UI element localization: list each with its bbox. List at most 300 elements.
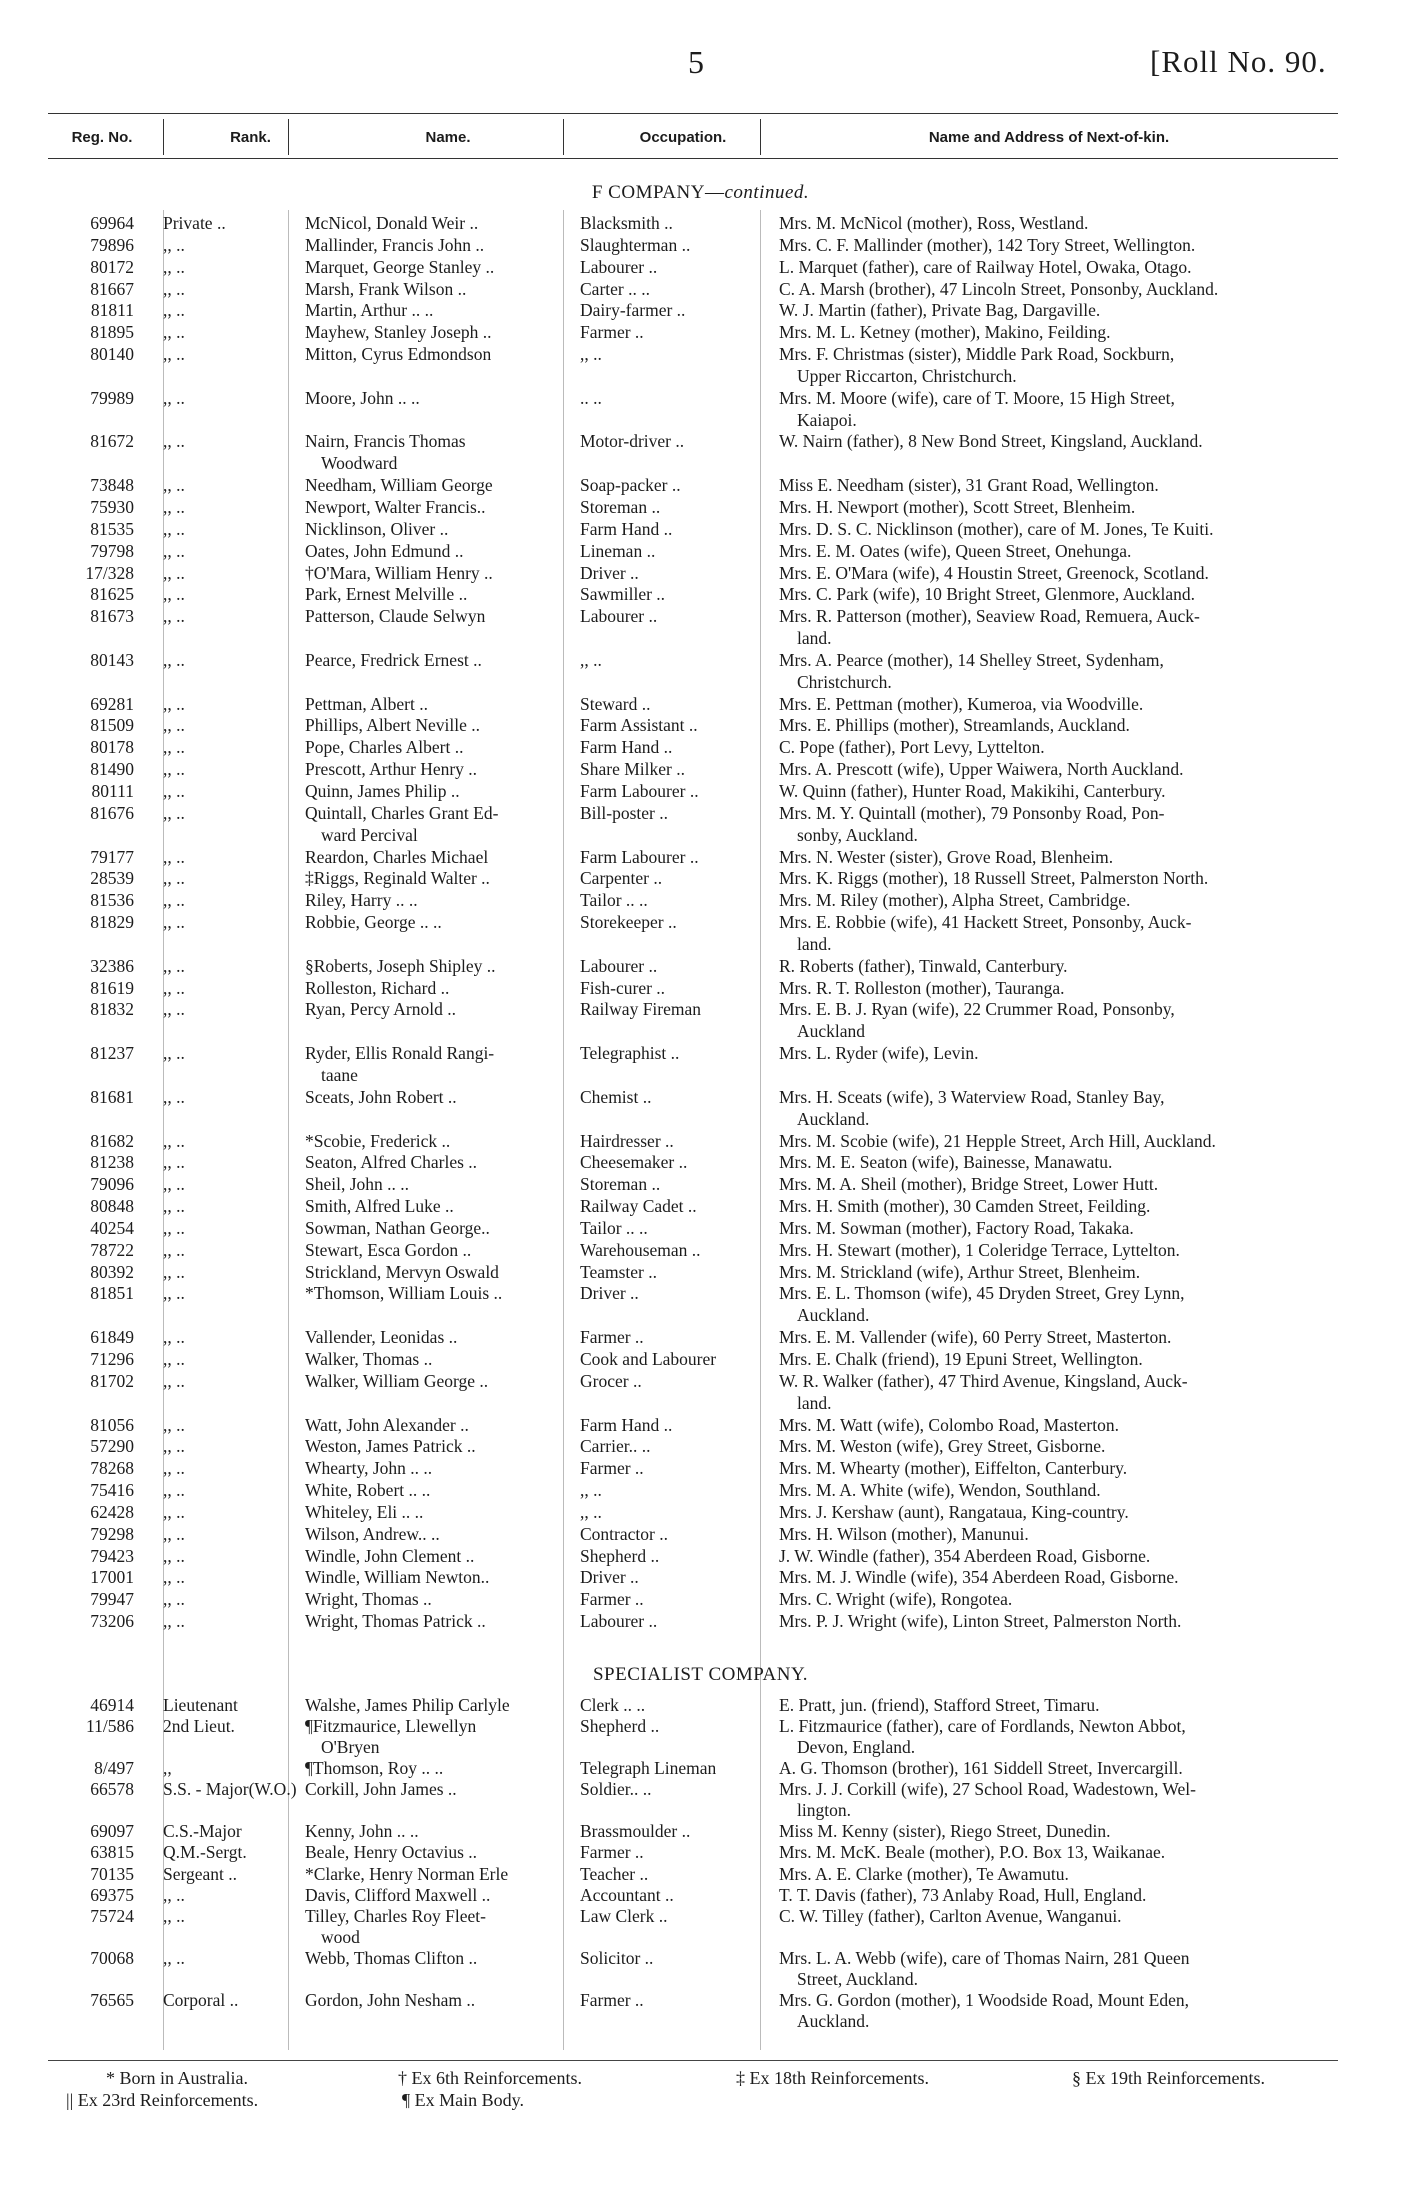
occupation-cell-text: Farm Hand .. xyxy=(580,518,673,539)
next-of-kin-cell-continuation: Upper Riccarton, Christchurch. xyxy=(797,365,1017,386)
name-cell-text: Robbie, George .. .. xyxy=(305,912,442,933)
name-cell-text: Weston, James Patrick .. xyxy=(305,1436,476,1457)
rank-cell-text: ,, .. xyxy=(163,693,185,714)
reg-no-cell xyxy=(48,279,134,301)
reg-no-cell xyxy=(48,781,134,803)
next-of-kin-cell-text: Mrs. P. J. Wright (wife), Linton Street, Palmerston North. xyxy=(779,1611,1182,1632)
name-cell-text: Nicklinson, Oliver .. xyxy=(305,518,449,539)
name-cell-text: Windle, William Newton.. xyxy=(305,1567,490,1588)
name-cell-text: *Clarke, Henry Norman Erle xyxy=(305,1863,509,1884)
next-of-kin-cell-text: Mrs. E. B. J. Ryan (wife), 22 Crummer Road, Ponsonby, xyxy=(779,999,1175,1020)
reg-no-cell-text: 81832 xyxy=(90,999,134,1020)
rank-cell-text: ,, .. xyxy=(163,562,185,583)
rank-cell-text: ,, .. xyxy=(163,1370,185,1391)
name-cell xyxy=(305,1885,605,1906)
reg-no-cell xyxy=(48,1864,134,1885)
occupation-cell xyxy=(580,1906,810,1927)
reg-no-cell xyxy=(48,1695,134,1716)
next-of-kin-cell-text: Mrs. C. Wright (wife), Rongotea. xyxy=(779,1589,1013,1610)
reg-no-cell xyxy=(48,497,134,519)
occupation-cell xyxy=(580,1779,810,1800)
reg-no-cell xyxy=(48,1779,134,1800)
next-of-kin-cell-continuation: Auckland. xyxy=(797,1305,870,1326)
next-of-kin-cell xyxy=(779,344,1401,388)
name-cell xyxy=(305,584,605,606)
name-cell-text: Wilson, Andrew.. .. xyxy=(305,1523,440,1544)
name-cell xyxy=(305,803,605,847)
reg-no-cell xyxy=(48,563,134,585)
name-cell xyxy=(305,715,605,737)
f-company-title xyxy=(0,182,1401,204)
occupation-cell xyxy=(580,737,810,759)
occupation-cell xyxy=(580,475,810,497)
name-cell-continuation: O'Bryen xyxy=(321,1737,380,1758)
reg-no-cell xyxy=(48,1196,134,1218)
occupation-cell-text: Soap-packer .. xyxy=(580,475,681,496)
reg-no-cell xyxy=(48,519,134,541)
occupation-cell-text: Telegraph Lineman xyxy=(580,1758,717,1779)
name-cell-text: Needham, William George xyxy=(305,475,493,496)
reg-no-cell-text: 11/586 xyxy=(86,1716,134,1737)
next-of-kin-cell xyxy=(779,541,1401,563)
name-cell-continuation: wood xyxy=(321,1926,360,1947)
footnote-ex-6th: † Ex 6th Reinforcements. xyxy=(398,2068,582,2088)
next-of-kin-cell-continuation: Auckland. xyxy=(797,1108,870,1129)
name-cell-text: Smith, Alfred Luke .. xyxy=(305,1196,454,1217)
next-of-kin-cell xyxy=(779,563,1401,585)
next-of-kin-cell-text: Mrs. M. Strickland (wife), Arthur Street, Blenheim. xyxy=(779,1261,1141,1282)
rank-cell-text: ,, .. xyxy=(163,759,185,780)
reg-no-cell-text: 75724 xyxy=(90,1905,134,1926)
next-of-kin-cell-text: Mrs. R. Patterson (mother), Seaview Road, Remuera, Auck- xyxy=(779,606,1200,627)
name-cell-text: Walker, William George .. xyxy=(305,1370,489,1391)
reg-no-cell xyxy=(48,541,134,563)
next-of-kin-cell-text: Mrs. M. Watt (wife), Colombo Road, Masterton. xyxy=(779,1414,1119,1435)
occupation-cell xyxy=(580,847,810,869)
occupation-cell xyxy=(580,1524,810,1546)
name-cell xyxy=(305,781,605,803)
name-cell xyxy=(305,1567,605,1589)
reg-no-cell-text: 78722 xyxy=(90,1239,134,1260)
reg-no-cell-text: 81673 xyxy=(90,606,134,627)
name-cell-text: Vallender, Leonidas .. xyxy=(305,1327,458,1348)
reg-no-cell-text: 81056 xyxy=(90,1414,134,1435)
footnote-ex-18th: ‡ Ex 18th Reinforcements. xyxy=(736,2068,929,2088)
occupation-cell-text: Chemist .. xyxy=(580,1086,652,1107)
rank-cell-text: ,, .. xyxy=(163,955,185,976)
name-cell-text: Beale, Henry Octavius .. xyxy=(305,1842,478,1863)
name-cell-text: Strickland, Mervyn Oswald xyxy=(305,1261,499,1282)
occupation-cell xyxy=(580,1758,810,1779)
name-cell xyxy=(305,1436,605,1458)
name-cell-text: Gordon, John Nesham .. xyxy=(305,1989,476,2010)
rank-cell-text: ,, xyxy=(163,1758,172,1779)
next-of-kin-cell-text: C. Pope (father), Port Levy, Lyttelton. xyxy=(779,737,1045,758)
next-of-kin-cell-text: W. Quinn (father), Hunter Road, Makikihi, Canterbury. xyxy=(779,781,1166,801)
reg-no-cell-text: 81509 xyxy=(90,715,134,736)
rank-cell-text: ,, .. xyxy=(163,1349,185,1369)
name-cell-text: Marsh, Frank Wilson .. xyxy=(305,278,467,299)
occupation-cell-text: Warehouseman .. xyxy=(580,1239,701,1260)
name-cell xyxy=(305,497,605,519)
reg-no-cell xyxy=(48,1589,134,1611)
footnote-born-australia: * Born in Australia. xyxy=(106,2068,248,2088)
next-of-kin-cell-text: Mrs. C. F. Mallinder (mother), 142 Tory Street, Wellington. xyxy=(779,234,1196,255)
occupation-cell-text: Carrier.. .. xyxy=(580,1436,651,1457)
occupation-cell-text: ,, .. xyxy=(580,1501,602,1522)
occupation-cell-text: Farm Labourer .. xyxy=(580,846,699,867)
name-cell-text: Pope, Charles Albert .. xyxy=(305,737,464,758)
next-of-kin-cell-text: Mrs. H. Sceats (wife), 3 Waterview Road, Stanley Bay, xyxy=(779,1086,1165,1107)
reg-no-cell-text: 80172 xyxy=(90,256,134,277)
rank-cell-text: Corporal .. xyxy=(163,1989,239,2010)
next-of-kin-cell xyxy=(779,213,1401,235)
next-of-kin-cell xyxy=(779,1436,1401,1458)
next-of-kin-cell xyxy=(779,475,1401,497)
name-cell xyxy=(305,1502,605,1524)
rank-cell-text: ,, .. xyxy=(163,846,185,867)
next-of-kin-cell-text: C. A. Marsh (brother), 47 Lincoln Street, Ponsonby, Auckland. xyxy=(779,278,1219,299)
next-of-kin-cell xyxy=(779,912,1401,956)
rank-cell-text: Private .. xyxy=(163,213,226,233)
rank-cell-text: ,, .. xyxy=(163,715,185,736)
occupation-cell-text: Driver .. xyxy=(580,1283,639,1304)
occupation-cell-text: Bill-poster .. xyxy=(580,802,668,823)
next-of-kin-cell-text: Mrs. G. Gordon (mother), 1 Woodside Road, Mount Eden, xyxy=(779,1989,1189,2010)
occupation-cell-text: Telegraphist .. xyxy=(580,1043,680,1064)
occupation-cell-text: Farm Hand .. xyxy=(580,737,673,758)
next-of-kin-cell-continuation: Street, Auckland. xyxy=(797,1968,919,1989)
name-cell xyxy=(305,519,605,541)
reg-no-cell xyxy=(48,999,134,1021)
next-of-kin-cell-text: Mrs. A. Prescott (wife), Upper Waiwera, North Auckland. xyxy=(779,759,1184,780)
next-of-kin-cell-text: Mrs. N. Wester (sister), Grove Road, Blenheim. xyxy=(779,846,1114,867)
occupation-cell-text: Farm Assistant .. xyxy=(580,715,698,736)
occupation-cell xyxy=(580,584,810,606)
occupation-cell-text: Motor-driver .. xyxy=(580,431,685,452)
name-cell-text: Whiteley, Eli .. .. xyxy=(305,1501,424,1522)
next-of-kin-cell xyxy=(779,606,1401,650)
name-cell xyxy=(305,257,605,279)
occupation-cell xyxy=(580,1327,810,1349)
name-cell xyxy=(305,759,605,781)
occupation-cell-text: Carter .. .. xyxy=(580,278,650,299)
name-cell xyxy=(305,694,605,716)
name-cell xyxy=(305,1524,605,1546)
reg-no-cell-text: 79177 xyxy=(90,846,134,867)
name-cell xyxy=(305,1480,605,1502)
occupation-cell xyxy=(580,1864,810,1885)
occupation-cell-text: Shepherd .. xyxy=(580,1545,660,1566)
next-of-kin-cell xyxy=(779,1906,1401,1927)
name-cell xyxy=(305,847,605,869)
name-cell-text: Webb, Thomas Clifton .. xyxy=(305,1947,478,1968)
name-cell xyxy=(305,1546,605,1568)
next-of-kin-cell xyxy=(779,1611,1401,1633)
reg-no-cell-text: 79896 xyxy=(90,234,134,255)
next-of-kin-cell-text: Mrs. E. O'Mara (wife), 4 Houstin Street, Greenock, Scotland. xyxy=(779,562,1209,583)
next-of-kin-cell xyxy=(779,1524,1401,1546)
rank-cell-text: C.S.-Major xyxy=(163,1821,242,1842)
name-cell xyxy=(305,1174,605,1196)
occupation-cell xyxy=(580,541,810,563)
name-cell xyxy=(305,978,605,1000)
name-cell xyxy=(305,475,605,497)
name-cell xyxy=(305,279,605,301)
next-of-kin-cell-text: Mrs. E. Robbie (wife), 41 Hackett Street, Ponsonby, Auck- xyxy=(779,912,1192,933)
next-of-kin-cell xyxy=(779,1458,1401,1480)
name-cell xyxy=(305,1716,605,1758)
next-of-kin-cell xyxy=(779,781,1401,803)
rank-cell-text: ,, .. xyxy=(163,497,185,517)
next-of-kin-cell-continuation: land. xyxy=(797,1392,832,1413)
rank-cell-text: ,, .. xyxy=(163,1480,185,1501)
reg-no-cell xyxy=(48,912,134,934)
name-cell xyxy=(305,1349,605,1371)
next-of-kin-cell-text: Mrs. M. A. Sheil (mother), Bridge Street, Lower Hutt. xyxy=(779,1174,1159,1195)
next-of-kin-cell xyxy=(779,1842,1401,1863)
reg-no-cell-text: 73848 xyxy=(90,475,134,496)
rank-cell-text: ,, .. xyxy=(163,322,185,343)
occupation-cell xyxy=(580,890,810,912)
rank-cell-text: ,, .. xyxy=(163,1086,185,1107)
next-of-kin-cell-text: Mrs. E. L. Thomson (wife), 45 Dryden Street, Grey Lynn, xyxy=(779,1283,1185,1304)
reg-no-cell-text: 79298 xyxy=(90,1523,134,1544)
next-of-kin-cell-text: Mrs. R. T. Rolleston (mother), Tauranga. xyxy=(779,977,1065,998)
occupation-cell-text: ,, .. xyxy=(580,344,602,365)
reg-no-cell xyxy=(48,737,134,759)
name-cell xyxy=(305,563,605,585)
name-cell-text: Kenny, John .. .. xyxy=(305,1821,419,1842)
rank-cell-text: ,, .. xyxy=(163,1043,185,1064)
next-of-kin-cell xyxy=(779,1480,1401,1502)
next-of-kin-cell xyxy=(779,257,1401,279)
occupation-cell xyxy=(580,912,810,934)
reg-no-cell-text: 81702 xyxy=(90,1370,134,1391)
name-cell-text: ‡Riggs, Reginald Walter .. xyxy=(305,868,490,889)
occupation-cell-text: Tailor .. .. xyxy=(580,1217,648,1238)
name-cell xyxy=(305,322,605,344)
reg-no-cell xyxy=(48,1087,134,1109)
rank-cell-text: ,, .. xyxy=(163,999,185,1020)
next-of-kin-cell-text: Mrs. M. J. Windle (wife), 354 Aberdeen Road, Gisborne. xyxy=(779,1567,1179,1588)
next-of-kin-cell-text: Mrs. L. Ryder (wife), Levin. xyxy=(779,1043,979,1064)
name-cell-text: ¶Thomson, Roy .. .. xyxy=(305,1758,444,1779)
reg-no-cell xyxy=(48,1524,134,1546)
occupation-cell-text: Clerk .. .. xyxy=(580,1695,646,1715)
rank-cell-text: Sergeant .. xyxy=(163,1863,238,1884)
occupation-cell xyxy=(580,388,810,410)
next-of-kin-cell xyxy=(779,1371,1401,1415)
header-rank: Rank. xyxy=(230,129,271,146)
occupation-cell xyxy=(580,1611,810,1633)
next-of-kin-cell xyxy=(779,978,1401,1000)
occupation-cell-text: Farmer .. xyxy=(580,1327,644,1348)
next-of-kin-cell xyxy=(779,1196,1401,1218)
rank-cell-text: Q.M.-Sergt. xyxy=(163,1842,247,1863)
rank-cell-text: ,, .. xyxy=(163,431,185,452)
reg-no-cell xyxy=(48,1842,134,1863)
next-of-kin-cell xyxy=(779,1240,1401,1262)
rank-cell-text: ,, .. xyxy=(163,344,185,365)
next-of-kin-cell-continuation: Auckland xyxy=(797,1021,866,1042)
next-of-kin-cell-text: W. J. Martin (father), Private Bag, Dargaville. xyxy=(779,300,1101,321)
name-cell xyxy=(305,650,605,672)
f-company-continued: continued. xyxy=(724,182,810,203)
reg-no-cell xyxy=(48,213,134,235)
reg-no-cell xyxy=(48,1567,134,1589)
reg-no-cell-text: 69375 xyxy=(90,1884,134,1905)
next-of-kin-cell-text: Mrs. M. E. Seaton (wife), Bainesse, Manawatu. xyxy=(779,1152,1113,1173)
occupation-cell-text: ,, .. xyxy=(580,649,602,670)
name-cell-text: Riley, Harry .. .. xyxy=(305,890,418,911)
rank-cell-text: ,, .. xyxy=(163,1611,185,1632)
occupation-cell-text: Cook and Labourer xyxy=(580,1349,717,1369)
rank-cell-text: ,, .. xyxy=(163,1545,185,1566)
reg-no-cell-text: 81625 xyxy=(90,584,134,605)
reg-no-cell xyxy=(48,847,134,869)
next-of-kin-cell-text: Mrs. E. Phillips (mother), Streamlands, Auckland. xyxy=(779,715,1130,736)
name-cell-text: Marquet, George Stanley .. xyxy=(305,256,495,277)
next-of-kin-cell xyxy=(779,1415,1401,1437)
column-header-row xyxy=(48,119,1338,155)
next-of-kin-cell-text: Mrs. H. Wilson (mother), Manunui. xyxy=(779,1523,1029,1544)
name-cell-text: Mayhew, Stanley Joseph .. xyxy=(305,322,492,343)
next-of-kin-cell xyxy=(779,1043,1401,1065)
occupation-cell-text: Soldier.. .. xyxy=(580,1779,652,1800)
occupation-cell xyxy=(580,1695,810,1716)
next-of-kin-cell xyxy=(779,300,1401,322)
name-cell-text: Mallinder, Francis John .. xyxy=(305,234,485,255)
occupation-cell-text: Share Milker .. xyxy=(580,759,685,780)
name-cell-text: Park, Ernest Melville .. xyxy=(305,584,468,605)
occupation-cell xyxy=(580,1821,810,1842)
next-of-kin-cell-text: W. Nairn (father), 8 New Bond Street, Kingsland, Auckland. xyxy=(779,431,1203,452)
reg-no-cell-text: 81535 xyxy=(90,518,134,539)
reg-no-cell xyxy=(48,1262,134,1284)
header-next-of-kin: Name and Address of Next-of-kin. xyxy=(928,129,1170,146)
rank-cell-text: ,, .. xyxy=(163,1501,185,1522)
reg-no-cell-text: 17001 xyxy=(90,1567,134,1588)
occupation-cell xyxy=(580,235,810,257)
name-cell xyxy=(305,1695,605,1716)
occupation-cell-text: Farm Labourer .. xyxy=(580,781,699,801)
next-of-kin-cell-continuation: land. xyxy=(797,628,832,649)
occupation-cell xyxy=(580,1087,810,1109)
occupation-cell-text: Grocer .. xyxy=(580,1370,642,1391)
reg-no-cell xyxy=(48,803,134,825)
name-cell xyxy=(305,912,605,934)
reg-no-cell-text: 61849 xyxy=(90,1327,134,1348)
name-cell-text: Windle, John Clement .. xyxy=(305,1545,475,1566)
name-cell-text: Patterson, Claude Selwyn xyxy=(305,606,486,627)
occupation-cell xyxy=(580,1589,810,1611)
next-of-kin-cell xyxy=(779,803,1401,847)
occupation-cell xyxy=(580,322,810,344)
occupation-cell xyxy=(580,803,810,825)
rank-cell-text: ,, .. xyxy=(163,1523,185,1544)
occupation-cell xyxy=(580,1842,810,1863)
next-of-kin-cell-continuation: Kaiapoi. xyxy=(797,409,857,430)
rank-cell-text: 2nd Lieut. xyxy=(163,1716,235,1737)
occupation-cell xyxy=(580,956,810,978)
reg-no-cell-text: 79947 xyxy=(90,1589,134,1610)
reg-no-cell-text: 81829 xyxy=(90,912,134,933)
rank-cell-text: ,, .. xyxy=(163,1589,185,1610)
reg-no-cell-text: 79989 xyxy=(90,387,134,408)
name-cell-text: Sowman, Nathan George.. xyxy=(305,1217,490,1238)
reg-no-cell-text: 69964 xyxy=(90,213,134,233)
occupation-cell xyxy=(580,999,810,1021)
reg-no-cell xyxy=(48,956,134,978)
reg-no-cell-text: 28539 xyxy=(90,868,134,889)
rank-cell-text: ,, .. xyxy=(163,977,185,998)
next-of-kin-cell-text: Miss M. Kenny (sister), Riego Street, Dunedin. xyxy=(779,1821,1111,1842)
occupation-cell-text: Farmer .. xyxy=(580,1458,644,1479)
occupation-cell-text: Farmer .. xyxy=(580,1842,644,1863)
occupation-cell-text: Labourer .. xyxy=(580,606,658,627)
occupation-cell-text: Carpenter .. xyxy=(580,868,663,889)
next-of-kin-cell xyxy=(779,1327,1401,1349)
rank-cell-text: ,, .. xyxy=(163,1327,185,1348)
name-cell xyxy=(305,300,605,322)
next-of-kin-cell xyxy=(779,1262,1401,1284)
next-of-kin-cell-continuation: Auckland. xyxy=(797,2010,870,2031)
occupation-cell xyxy=(580,431,810,453)
reg-no-cell-text: 81681 xyxy=(90,1086,134,1107)
occupation-cell-text: Railway Cadet .. xyxy=(580,1196,697,1217)
reg-no-cell xyxy=(48,694,134,716)
next-of-kin-cell xyxy=(779,1174,1401,1196)
occupation-cell xyxy=(580,1458,810,1480)
occupation-cell xyxy=(580,1885,810,1906)
name-cell xyxy=(305,1589,605,1611)
reg-no-cell-text: 69281 xyxy=(90,693,134,714)
name-cell-text: *Thomson, William Louis .. xyxy=(305,1283,503,1304)
name-cell-text: White, Robert .. .. xyxy=(305,1480,431,1501)
reg-no-cell xyxy=(48,1758,134,1779)
reg-no-cell-text: 81238 xyxy=(90,1152,134,1173)
name-cell-text: Nairn, Francis Thomas xyxy=(305,431,466,452)
name-cell xyxy=(305,1864,605,1885)
next-of-kin-cell-text: Mrs. H. Stewart (mother), 1 Coleridge Terrace, Lyttelton. xyxy=(779,1239,1180,1260)
rank-cell-text: ,, .. xyxy=(163,1261,185,1282)
reg-no-cell xyxy=(48,1885,134,1906)
name-cell xyxy=(305,1458,605,1480)
reg-no-cell xyxy=(48,1152,134,1174)
footnote-ex-23rd: || Ex 23rd Reinforcements. xyxy=(66,2090,259,2110)
next-of-kin-cell-text: R. Roberts (father), Tinwald, Canterbury. xyxy=(779,955,1068,976)
name-cell xyxy=(305,541,605,563)
roll-label: [Roll No. 90. xyxy=(1150,44,1327,79)
name-cell-text: Wright, Thomas Patrick .. xyxy=(305,1611,486,1632)
name-cell xyxy=(305,999,605,1021)
next-of-kin-cell xyxy=(779,715,1401,737)
occupation-cell xyxy=(580,1152,810,1174)
name-cell-text: Whearty, John .. .. xyxy=(305,1458,433,1479)
reg-no-cell xyxy=(48,890,134,912)
next-of-kin-cell xyxy=(779,1758,1401,1779)
reg-no-cell xyxy=(48,1327,134,1349)
next-of-kin-cell xyxy=(779,1218,1401,1240)
occupation-cell-text: Lineman .. xyxy=(580,540,656,561)
name-cell-text: Ryder, Ellis Ronald Rangi- xyxy=(305,1043,495,1064)
name-cell-text: Phillips, Albert Neville .. xyxy=(305,715,480,736)
reg-no-cell xyxy=(48,978,134,1000)
next-of-kin-cell xyxy=(779,279,1401,301)
reg-no-cell xyxy=(48,388,134,410)
page-number: 5 xyxy=(688,44,704,80)
